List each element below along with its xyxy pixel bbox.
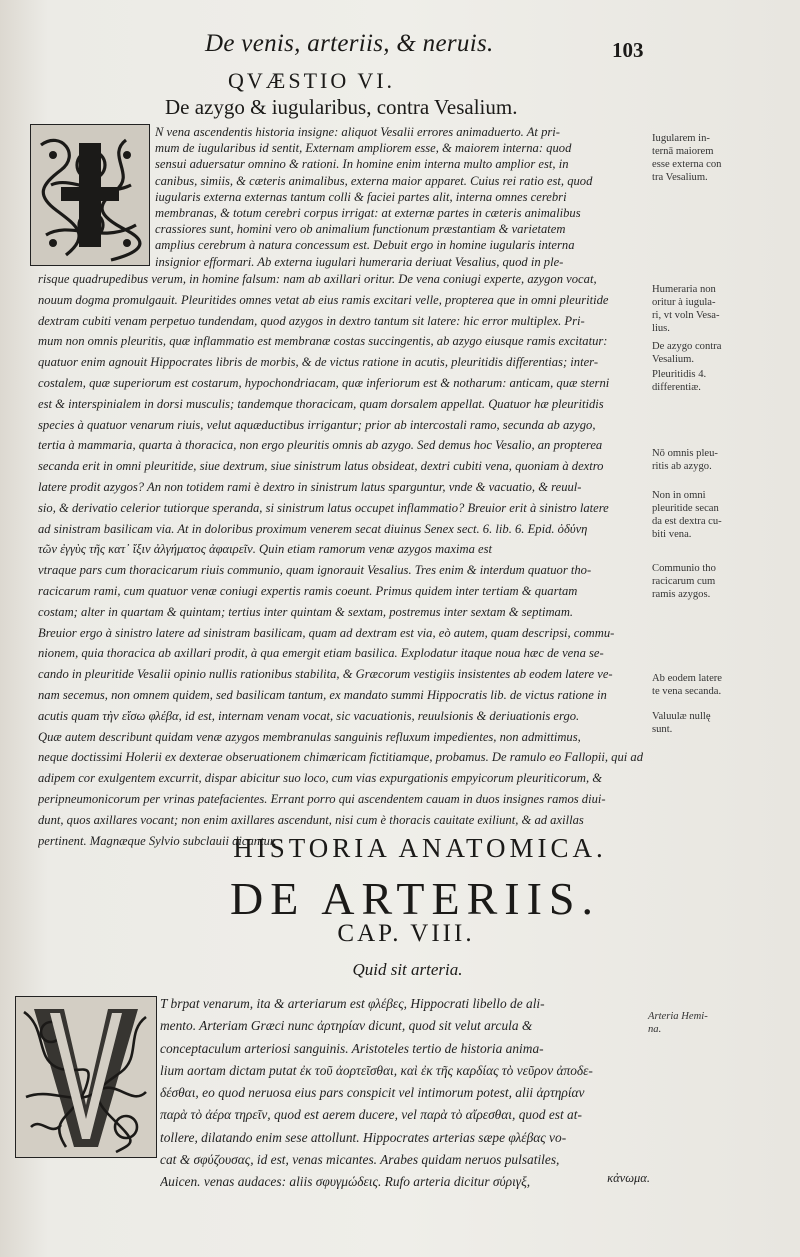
- text-line: racicarum rami, cum quatuor venæ coniugi expertis ramis coeunt. Primus quidem inter tertiam & quartam: [38, 583, 578, 598]
- note-line: Arteria Hemi-: [648, 1011, 708, 1022]
- text-line: Quæ autem describunt quidam venæ azygos membranulas sanguinis refluxum impedientes, non admittimus,: [38, 729, 581, 744]
- catchword: [580, 1169, 650, 1187]
- section-heading-historia: HISTORIA ANATOMICA.: [233, 833, 607, 863]
- text-line: sio, & derivatio celerior tutiorque speranda, si sinistrum latus occupet inflammatio? Breuior erit à sinistro latere: [38, 500, 609, 515]
- margin-note: [652, 447, 718, 473]
- text-line: costam; alter in quartam & quintam; tertius inter quintam & sextam, postremus inter sextam & septimam.: [38, 604, 574, 619]
- margin-note: [648, 1010, 708, 1036]
- running-head: De venis, arteriis, & neruis.: [205, 30, 494, 57]
- text-line: dunt, quos axillares vocant; non enim axillares ascendunt, nisi cum è thoracis cauitate exiliunt, & ad axillas: [38, 812, 584, 827]
- text-line: N vena ascendentis historia insigne: aliquot Vesalii errores animaduerto. At pri-: [155, 125, 560, 139]
- note-line: lius.: [652, 323, 670, 334]
- note-line: biti vena.: [652, 529, 692, 540]
- note-line: Valuulæ nullę: [652, 711, 711, 722]
- chapter-body: [160, 993, 638, 1194]
- text-line: lium aortam dictam putat ἐκ τοῦ ἀορτεῖσθαι, καὶ ἐκ τῆς καρδίας τὸ νεῦρον ἀποδε-: [160, 1062, 593, 1078]
- note-line: Nō omnis pleu-: [652, 448, 718, 459]
- margin-note: [652, 672, 722, 698]
- catchword-text: κἀνωμα.: [607, 1171, 650, 1185]
- note-line: Vesalium.: [652, 354, 695, 365]
- text-line: dextram cubiti venam perpetuo tundendam, quod azygos in dextro tantum sit latere: hic error multiplex. Pri-: [38, 313, 585, 328]
- chapter-subheading: Quid sit arteria.: [352, 960, 463, 979]
- text-line: mum non omnis pleuritis, quæ inflammatio est membranæ costas succingentis, ab azygo eiusque ramis excitatur:: [38, 334, 608, 349]
- text-line: insignior efformari. Ab externa iugulari humeraria deriuat Vesalius, quod in ple-: [155, 254, 564, 269]
- margin-note: [652, 132, 721, 184]
- text-line: cat & σφύζουσας, id est, venas micantes. Arabes quidam neruos pulsatiles,: [160, 1152, 560, 1168]
- text-line: παρὰ τὸ ἀέρα τηρεῖν, quod est aerem ducere, vel παρὰ τὸ αἴρεσθαι, quod est at-: [160, 1107, 582, 1123]
- note-line: Pleuritidis 4.: [652, 369, 707, 380]
- note-line: tra Vesalium.: [652, 172, 708, 183]
- text-line: quatuor enim agnouit Hippocrates libris de morbis, & de victus ratione in acutis, pleuritidis differentias; inter-: [38, 355, 599, 370]
- note-line: sunt.: [652, 724, 673, 735]
- text-line: conceptaculum arteriosi sanguinis. Aristoteles tertio de historia anima-: [160, 1040, 544, 1056]
- question-subtitle: De azygo & iugularibus, contra Vesalium.: [165, 95, 518, 119]
- note-line: oritur à iugula-: [652, 297, 716, 308]
- text-line: sensui aduersatur omnino & rationi. In homine enim interna multo amplior est, in: [155, 157, 569, 172]
- decorated-initial-woodcut: [30, 124, 150, 266]
- note-line: te vena secanda.: [652, 686, 722, 697]
- text-line: T brpat venarum, ita & arteriarum est φλέβες, Hippocrati libello de ali-: [160, 996, 545, 1011]
- note-line: da est dextra cu-: [652, 516, 722, 527]
- text-line: cando in pleuritide Vesalii opinio nullis rationibus stabilita, & Græcorum vestigiis insistentes ab eodem latere ve-: [38, 667, 613, 682]
- paragraph-first-lines: [155, 124, 649, 270]
- text-line: nouum dogma promulgauit. Pleuritides omnes vetat ab eius ramis excitari velle, propterea que in omni pleuritide: [38, 292, 609, 307]
- paragraph-body: [38, 269, 649, 851]
- text-line: peripneumonicorum per vrinas patefacientes. Errant porro qui ascendentem cauam in duos insignes ramos diui-: [38, 791, 606, 806]
- text-line: amplius cerebrum à natura concessum est. Debuit ergo in homine iugularis interna: [155, 238, 575, 253]
- note-line: Ab eodem latere: [652, 673, 723, 684]
- note-line: racicarum cum: [652, 576, 716, 587]
- text-line: species à quatuor venarum riuis, velut aquæductibus irrigantur; prior ab intercostali ramo, secunda ab azygo,: [38, 417, 596, 432]
- margin-note: [652, 562, 716, 601]
- ornament-woodcut-image: [31, 125, 149, 265]
- question-title: QVÆSTIO VI.: [228, 68, 396, 93]
- text-line: nionem, quia thoracica ab axillari prodit, à qua emergit etiam basilica. Explodatur itaque noua hæc de vena se-: [38, 646, 604, 661]
- text-line: crassiores sunt, homini vero ob animalium functionum præstantiam & varietatem: [155, 222, 566, 237]
- note-line: De azygo contra: [652, 341, 722, 352]
- text-line: neque doctissimi Holerii ex dexterae obseruationem chimæricam fictitiamque, probamus. De ramulo eo Fallopii, qui ad: [38, 750, 643, 765]
- note-line: na.: [648, 1024, 662, 1035]
- note-line: Iugularem in-: [652, 133, 710, 144]
- note-line: Humeraria non: [652, 284, 716, 295]
- text-line: canibus, simiis, & cæteris animalibus, externa maior apparet. Cuius rei ratio est, quod: [155, 173, 593, 188]
- text-line: ad sinistram basilicam via. At in doloribus proximum venerem secat diuinus Senex sect. 6. lib. 6. Epid. ὀδύνη: [38, 521, 588, 536]
- note-line: esse externa con: [652, 159, 722, 170]
- note-line: ternā maiorem: [652, 146, 714, 157]
- text-line: est & interspinialem in dorsi musculis; tandemque thoracicam, quam dorsalem appellat. Quatuor hæ pleuritidis: [38, 396, 604, 411]
- margin-note: [652, 340, 721, 366]
- text-line: membranas, & totum cerebri corpus irrigat: at externæ partes in cæteris animalibus: [155, 205, 581, 220]
- margin-note: [652, 368, 706, 394]
- text-line: nam secemus, non omnem quidem, sed basilicam tantum, ex mandato summi Hippocratis lib. de victus ratione in: [38, 687, 607, 702]
- text-line: acutis quam τὴν εἴσω φλέβα, id est, internam venam vocat, sic vacuationis, reuulsionis & deriuationis ergo.: [38, 708, 580, 723]
- text-line: risque quadrupedibus verum, in homine falsum: nam ab axillari oritur. De vena coniugi experte, azygon vocat,: [38, 272, 597, 286]
- text-line: iugularis externa externas tantum colli & faciei partes alit, interna omnes cerebri: [155, 189, 567, 204]
- note-line: ramis azygos.: [652, 589, 711, 600]
- decorated-initial-woodcut: [15, 996, 157, 1158]
- text-line: costalem, quæ superiorum est costarum, hypochondriacam, quæ inferiorum est & notharum: anticam, quæ sterni: [38, 375, 610, 390]
- text-line: Breuior ergo à sinistro latere ad sinistram basilicam, quam ad dextram est via, eò autem, quam descripsi, commu-: [38, 625, 615, 640]
- note-line: Communio tho: [652, 563, 716, 574]
- text-line: τῶν ἐγγὺς τῆς κατ᾽ ἴξιν ἀλγήματος ἀφαιρεῖν. Quin etiam ramorum venæ azygos maxima est: [38, 542, 493, 557]
- page-number: 103: [612, 38, 644, 62]
- margin-note: [652, 710, 711, 736]
- text-line: tertia à mammaria, quarta à thoracica, non ergo pleuritis omnis ab azygo. Sed demus hoc Vesalio, an propterea: [38, 438, 603, 453]
- text-line: tollere, dilatando enim sese attollunt. Hippocrates arterias sæpe φλέβας vo-: [160, 1129, 567, 1145]
- margin-note: [652, 489, 722, 541]
- chapter-heading: CAP. VIII.: [337, 920, 475, 947]
- margin-note: [652, 283, 719, 335]
- text-line: secanda erit in omni pleuritide, siue dextrum, siue sinistrum latus obsideat, dextri cubiti vena, quoniam à dextro: [38, 459, 604, 474]
- text-line: mum de iugularibus id sentit, Externam ampliorem esse, & maiorem interna: quod: [155, 141, 572, 156]
- note-line: differentiæ.: [652, 382, 701, 393]
- ornament-woodcut-image: [16, 997, 156, 1157]
- text-line: δέσθαι, eo quod neruosa eius pars conspicit vel intimorum potest, alii ἀρτηρίαν: [160, 1085, 585, 1101]
- text-line: mento. Arteriam Græci nunc ἀρτηρίαν dicunt, quod sit velut arcula &: [160, 1018, 533, 1034]
- text-line: pertinent. Magnæque Sylvio subclauii dicuntur.: [38, 833, 277, 848]
- text-line: adipem cor exulgentem excurrit, dispar abicitur suo loco, cum vias expurgationis empyicorum pleuriticorum, &: [38, 771, 603, 786]
- note-line: Non in omni: [652, 490, 706, 501]
- text-line: latere prodit azygos? An non totidem rami è dextro in sinistrum latus sparguntur, vnde & vacuatio, & reuul-: [38, 479, 582, 494]
- section-heading-de-arteriis: DE ARTERIIS.: [229, 873, 601, 924]
- note-line: pleuritide secan: [652, 503, 719, 514]
- note-line: ri, vt voln Vesa-: [652, 310, 720, 321]
- text-line: Auicen. venas audaces: aliis σφυγμώδεις. Rufo arteria dicitur σύριγξ,: [160, 1174, 531, 1190]
- note-line: ritis ab azygo.: [652, 461, 712, 472]
- text-line: vtraque pars cum thoracicarum riuis communio, quam ignorauit Vesalius. Tres enim & interdum quatuor tho-: [38, 563, 592, 578]
